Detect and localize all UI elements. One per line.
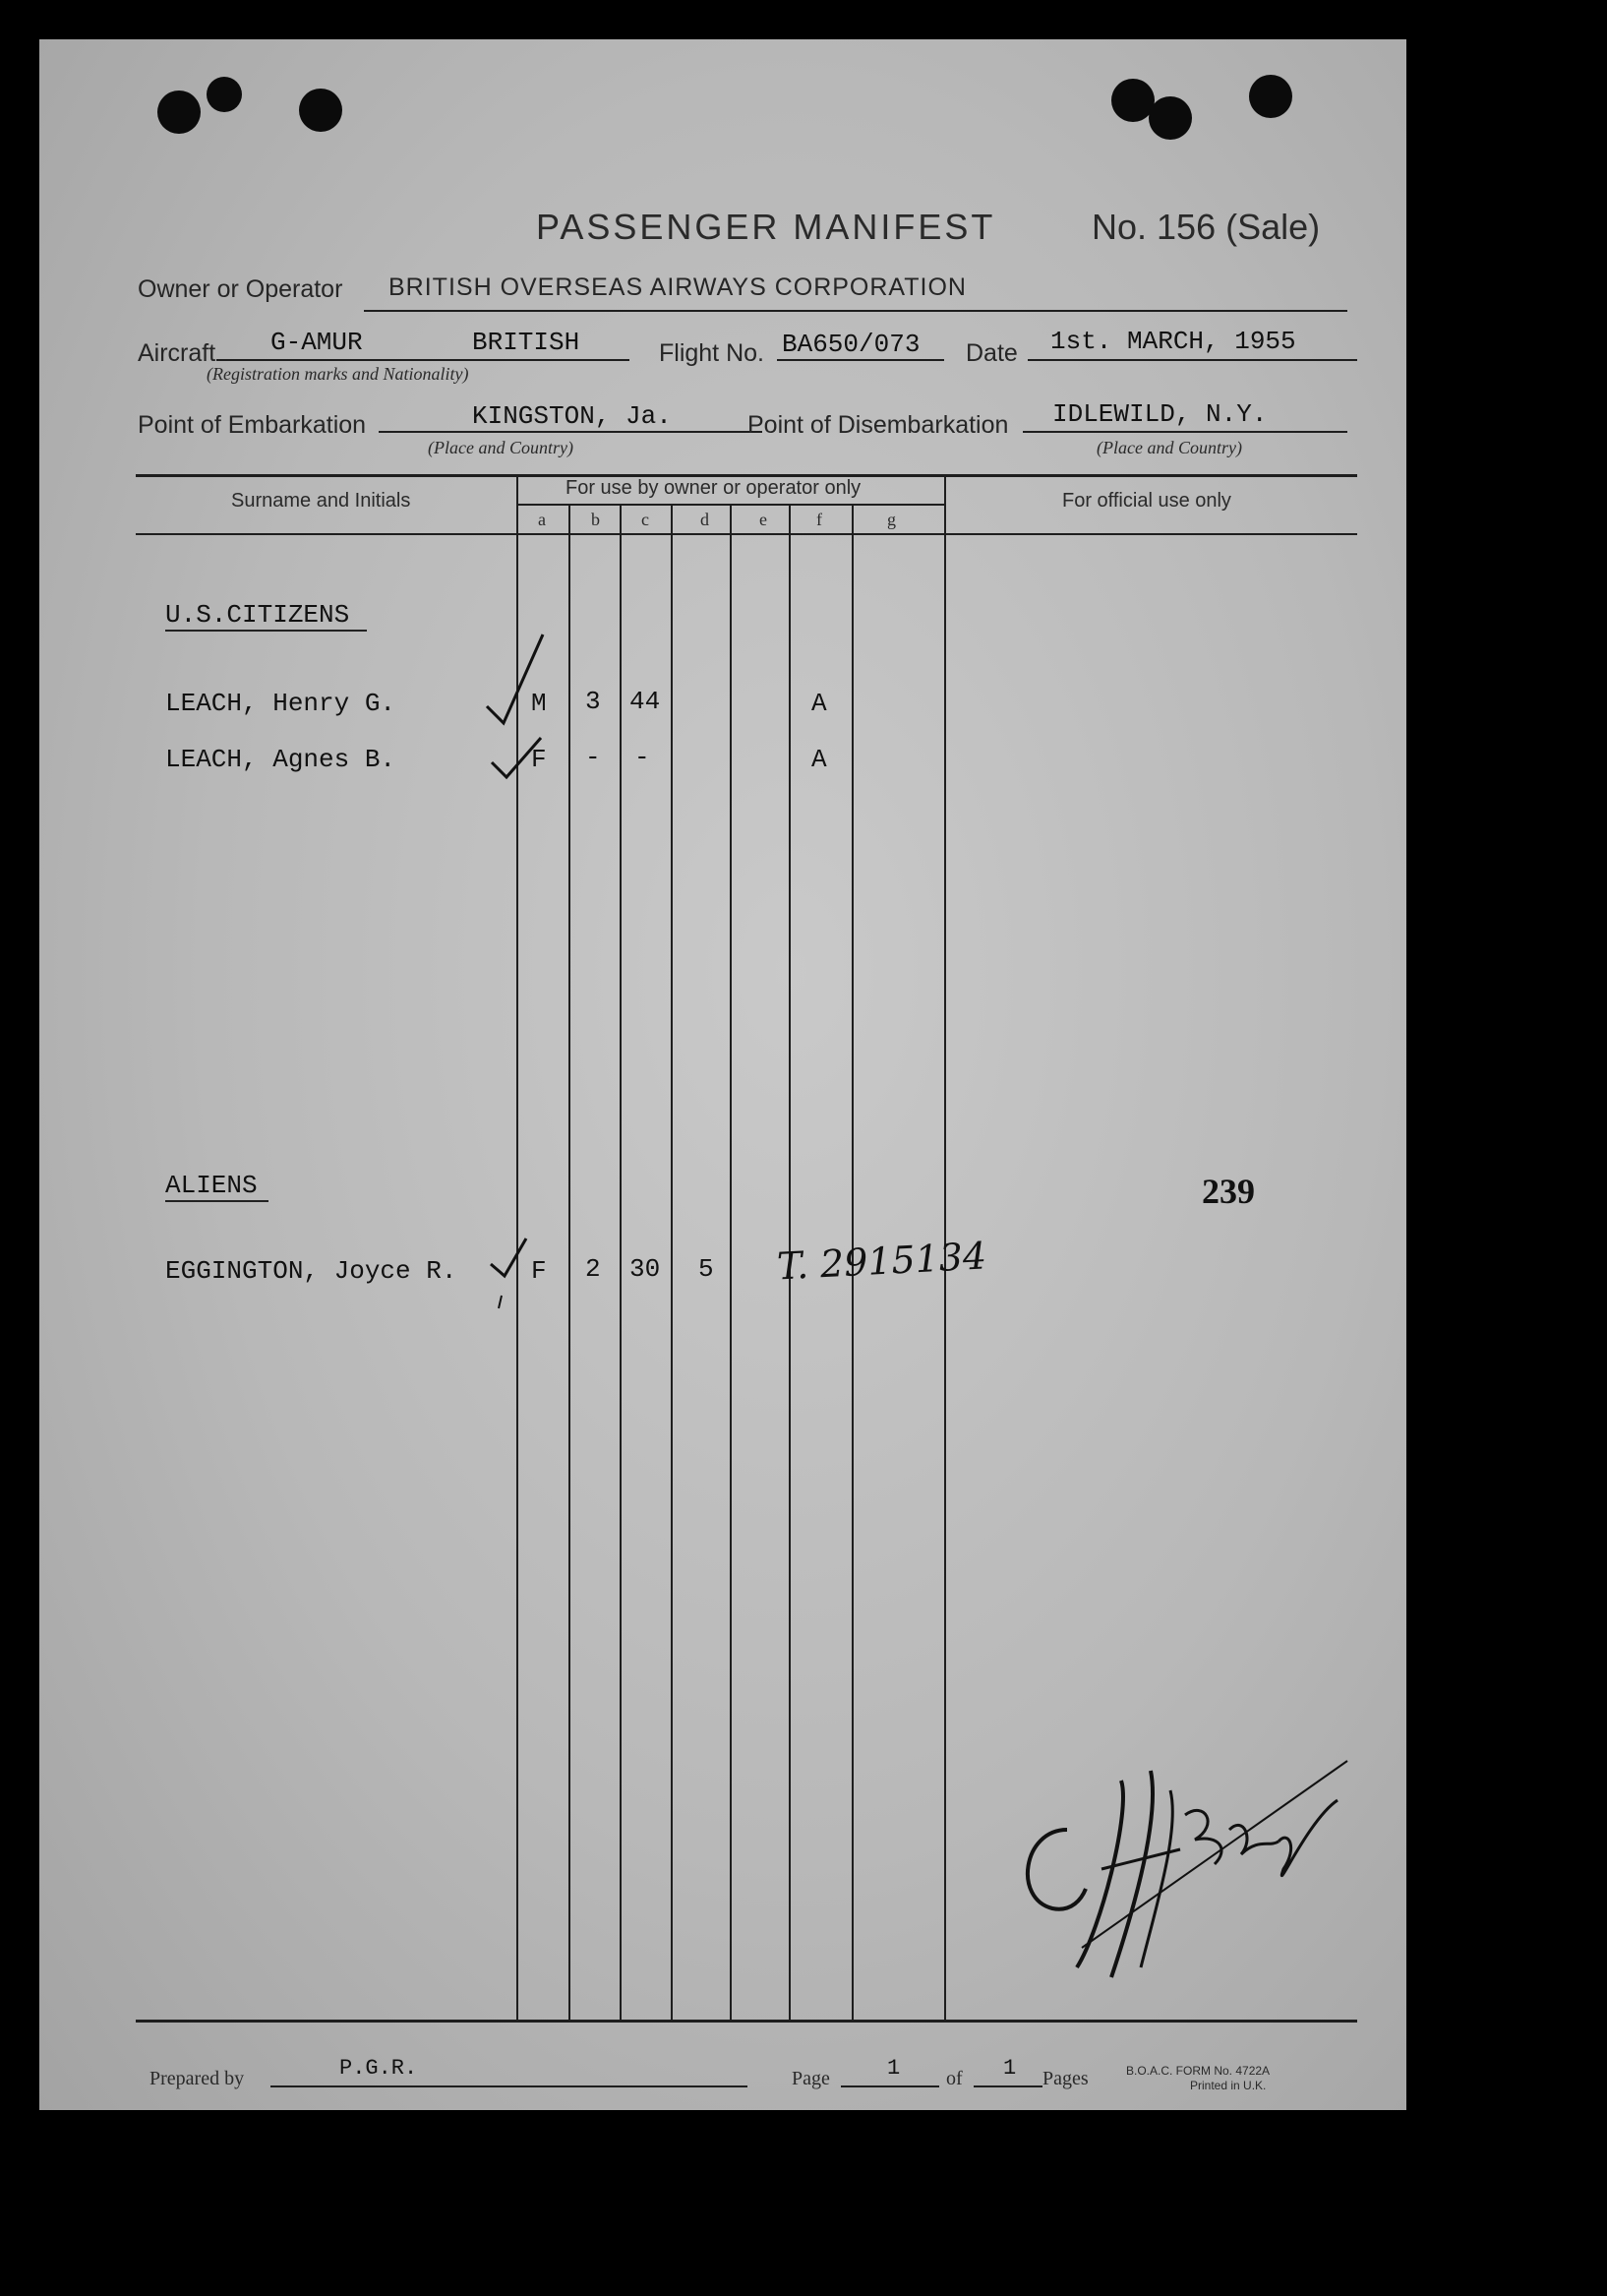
embark-value: KINGSTON, Ja. [472,401,672,431]
of-label: of [946,2068,963,2089]
form-number-line2: Printed in U.K. [1190,2079,1267,2092]
passenger-col-b: 3 [585,687,601,716]
passenger-col-f: A [811,745,827,774]
passenger-col-a: M [531,689,547,718]
pages-label: Pages [1042,2068,1089,2089]
punch-hole [1149,96,1192,140]
subcol-b: b [591,510,600,529]
punch-hole [299,89,342,132]
col-divider [620,504,622,2021]
page-value: 1 [887,2056,901,2081]
check-mark-icon [482,630,561,807]
disembark-label: Point of Disembarkation [747,411,1009,439]
passenger-col-c: 44 [629,687,661,716]
owner-value: BRITISH OVERSEAS AIRWAYS CORPORATION [388,273,967,301]
table-bottom-rule [136,2020,1357,2023]
prepared-label: Prepared by [149,2068,245,2089]
punch-hole [207,77,242,112]
passenger-col-g: T. 2915134 [775,1234,988,1289]
col-owner-header: For use by owner or operator only [565,477,862,499]
col-divider [671,504,673,2021]
date-underline [1028,359,1357,361]
check-mark-icon [487,1235,536,1313]
manifest-number: No. 156 (Sale) [1092,207,1321,247]
section-heading-underline [165,1200,268,1202]
aircraft-underline [216,359,629,361]
table-head-rule [136,533,1357,535]
section-heading-aliens: ALIENS [165,1171,258,1200]
flight-label: Flight No. [659,339,764,367]
page-underline [841,2085,939,2087]
passenger-col-c: - [634,743,650,772]
passenger-col-d: 5 [698,1254,714,1284]
page-label: Page [792,2068,830,2089]
disembark-underline [1023,431,1347,433]
aircraft-label: Aircraft [138,339,216,367]
embark-label: Point of Embarkation [138,411,367,439]
passenger-name: LEACH, Henry G. [165,689,396,718]
aircraft-value: G-AMUR [270,328,363,357]
date-value: 1st. MARCH, 1955 [1050,327,1296,356]
flight-underline [777,359,944,361]
passenger-name: LEACH, Agnes B. [165,745,396,774]
passenger-col-a: F [531,745,547,774]
owner-label: Owner or Operator [138,275,343,303]
passenger-name: EGGINGTON, Joyce R. [165,1256,457,1286]
section-heading-underline [165,630,367,632]
nationality-value: BRITISH [472,328,580,357]
passenger-col-b: - [585,743,601,772]
manifest-sheet [39,39,1406,2110]
col-official-header: For official use only [1062,490,1231,512]
subcol-e: e [759,510,767,529]
subcol-a: a [538,510,546,529]
page-title: PASSENGER MANIFEST [536,207,996,247]
passenger-col-c: 30 [629,1254,661,1284]
passenger-col-a: F [531,1256,547,1286]
aircraft-hint: (Registration marks and Nationality) [207,364,469,384]
prepared-value: P.G.R. [339,2056,418,2081]
punch-hole [1249,75,1292,118]
owner-underline [364,310,1347,312]
passenger-col-f: A [811,689,827,718]
subcol-c: c [641,510,649,529]
embark-underline [379,431,762,433]
date-label: Date [966,339,1018,367]
disembark-hint: (Place and Country) [1097,438,1242,457]
form-number-line1: B.O.A.C. FORM No. 4722A [1126,2064,1271,2078]
signature-image [983,1731,1377,1987]
col-divider [730,504,732,2021]
flight-value: BA650/073 [782,330,921,359]
prepared-underline [270,2085,747,2087]
aliens-number: 239 [1202,1172,1255,1211]
punch-hole [157,91,201,134]
subcol-d: d [700,510,709,529]
embark-hint: (Place and Country) [428,438,573,457]
subcol-g: g [887,510,896,529]
section-heading-us: U.S.CITIZENS [165,600,350,630]
subcol-f: f [816,510,822,529]
passenger-col-b: 2 [585,1254,601,1284]
of-value: 1 [1003,2056,1017,2081]
of-underline [974,2085,1042,2087]
col-name-header: Surname and Initials [231,490,411,512]
disembark-value: IDLEWILD, N.Y. [1052,399,1268,429]
col-divider [568,504,570,2021]
